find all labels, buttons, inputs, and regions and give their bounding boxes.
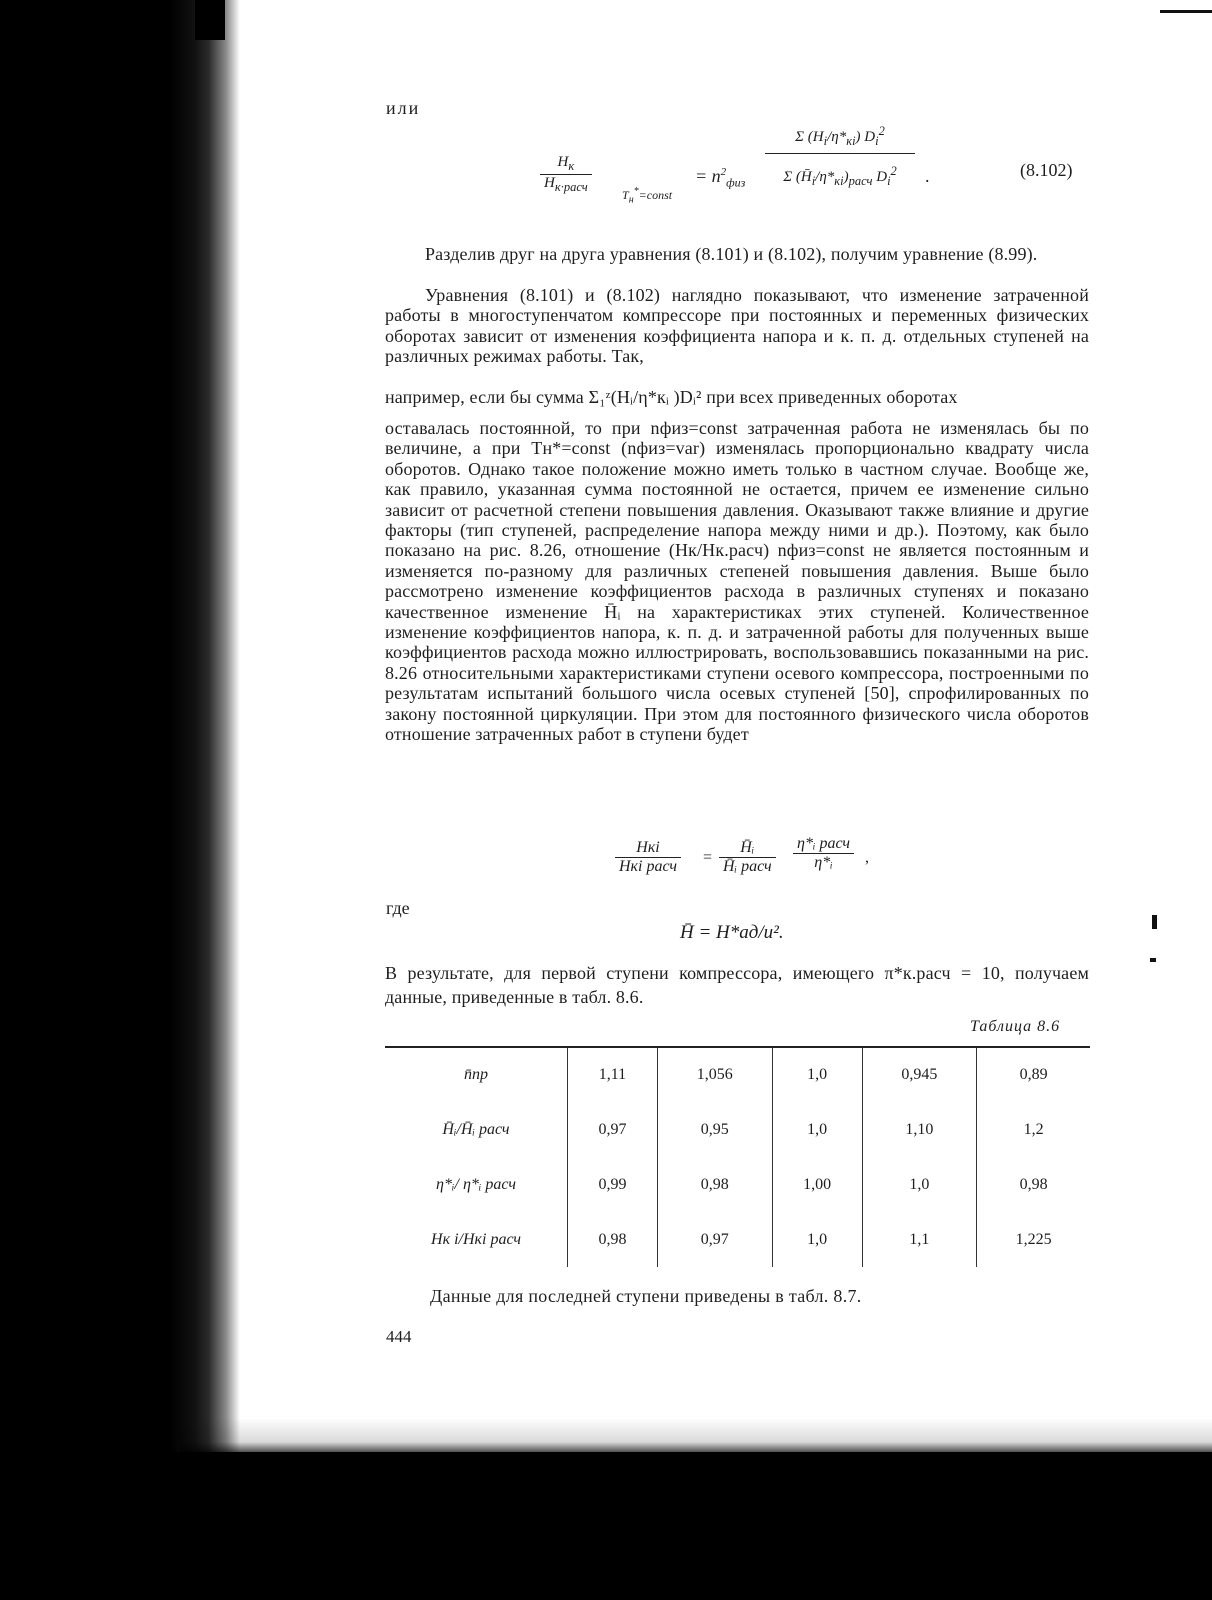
table-cell: 0,99 <box>568 1157 658 1212</box>
paragraph-1: Разделив друг на друга уравнения (8.101) и (8.102), получим уравнение (8.99). <box>425 244 1038 264</box>
scan-dark-corner <box>195 0 225 40</box>
formula-8-102-mid: = $n^2_{физ}$ <box>695 166 746 190</box>
table-caption: Таблица 8.6 <box>970 1018 1061 1035</box>
table-cell: 1,056 <box>657 1047 772 1102</box>
table-row <box>385 1102 1090 1157</box>
table-cell: 1,0 <box>772 1047 862 1102</box>
word-ili: или <box>386 98 421 118</box>
formula-8-102-lhs: $H_к$ $H_{к\cdot расч}$ <box>540 154 592 195</box>
table-row <box>385 1212 1090 1267</box>
scan-shadow-left <box>170 0 240 1460</box>
table-cell: 1,11 <box>568 1047 658 1102</box>
table-cell: 1,00 <box>772 1157 862 1212</box>
table-cell: 0,97 <box>657 1212 772 1267</box>
data-table-body <box>385 1047 1090 1267</box>
formula-work-ratio-rhs: η*ᵢ расч η*ᵢ <box>793 835 854 872</box>
formula-8-102-lhs-sub: $T_н^*=const$ <box>622 186 673 206</box>
paragraph-4: оставалась постоянной, то при nфиз=const затраченная работа не изменялась бы по величине, а при Tн*=const (nфиз=var) изменялась пропорционально квадрату числа оборотов. Однако такое положение можно иметь только в частном случае. Вообще же, как правило, указанная сумма постоянной не остается, причем ее изменение сильно зависит от расчетной степени повышения давления. Оказывают также влияние и другие факторы (тип ступеней, распределение напора между ними и др.). Поэтому, как было показано на рис. 8.26, отношение (Hк/Hк.расч) nфиз=const не является постоянным и изменяется по-разному для различных степеней повышения давления. Выше было рассмотрено изменение коэффициентов расхода в различных ступенях и показано качественное изменение H̄ᵢ на характеристиках этих ступеней. Количественное изменение коэффициентов напора, к. п. д. и затраченной работы для полученных выше коэффициентов расхода можно иллюстрировать, воспользовавшись показанными на рис. 8.26 относительными характеристиками ступени осевого компрессора, построенными по результатам испытаний большого числа осевых ступеней [50], спрофилированных по закону постоянной циркуляции. При этом для постоянного физического числа оборотов отношение затраченных работ в ступени будет <box>385 418 1089 745</box>
table-row-label: η*ᵢ/ η*ᵢ расч <box>436 1175 516 1193</box>
table-row-label: H̄ᵢ/H̄ᵢ расч <box>442 1120 510 1138</box>
table-cell: 1,10 <box>862 1102 977 1157</box>
page-number: 444 <box>386 1327 412 1346</box>
formula-8-102-period: . <box>925 166 930 186</box>
formula-h-bar: H̄ = H*ад/u². <box>680 922 784 943</box>
table-cell: 1,0 <box>772 1212 862 1267</box>
table-row <box>385 1157 1090 1212</box>
scan-mark-right-1 <box>1152 915 1157 929</box>
scan-dark-margin-bottom <box>0 1452 1212 1600</box>
table-cell: 0,98 <box>568 1212 658 1267</box>
table-cell: 0,945 <box>862 1047 977 1102</box>
paragraph-5: В результате, для первой ступени компрессора, имеющего π*к.расч = 10, получаем данные, приведенные в табл. 8.6. <box>385 963 1089 1007</box>
table-row-label: Hк i/Hкi расч <box>431 1230 521 1248</box>
table-cell: 1,0 <box>772 1102 862 1157</box>
formula-work-ratio-mid: H̄ᵢ H̄ᵢ расч <box>719 839 776 876</box>
table-cell: 0,89 <box>977 1047 1090 1102</box>
paragraph-2: Уравнения (8.101) и (8.102) наглядно показывают, что изменение затраченной работы в многоступенчатом компрессоре при постоянных и переменных физических оборотах зависит от изменения коэффициента напора и к. п. д. отдельных ступеней на различных режимах работы. Так, <box>385 285 1089 367</box>
formula-work-ratio <box>615 835 875 895</box>
formula-work-ratio-lhs: Hкi Hкi расч <box>615 839 681 876</box>
paragraph-3-sum: например, если бы сумма Σ₁ᶻ(Hᵢ/η*кᵢ )Dᵢ² при всех приведенных оборотах <box>385 387 958 407</box>
table-cell: 0,97 <box>568 1102 658 1157</box>
table-row-label: n̄пр <box>464 1066 488 1083</box>
closing-line: Данные для последней ступени приведены в табл. 8.7. <box>430 1286 862 1306</box>
table-cell: 1,0 <box>862 1157 977 1212</box>
word-gde: где <box>386 898 410 918</box>
formula-work-ratio-comma: , <box>865 849 869 866</box>
table-row <box>385 1047 1090 1102</box>
formula-8-102 <box>540 122 940 232</box>
formula-work-ratio-equals: = <box>703 849 713 866</box>
table-cell: 0,98 <box>977 1157 1090 1212</box>
data-table-8-6 <box>385 1046 1090 1267</box>
table-cell: 0,95 <box>657 1102 772 1157</box>
table-cell: 1,225 <box>977 1212 1090 1267</box>
table-cell: 1,2 <box>977 1102 1090 1157</box>
table-cell: 1,1 <box>862 1212 977 1267</box>
formula-8-102-frac: Σ $(H_i/\eta*_{кi})$ $D_i^2$ Σ $(H̄_i/\eta*_{кi})_{расч}$ $D_i^2$ <box>765 124 915 189</box>
scan-mark-right-2 <box>1150 958 1156 962</box>
equation-number-8-102: (8.102) <box>1020 160 1073 180</box>
scan-mark-top-right <box>1160 10 1212 13</box>
table-cell: 0,98 <box>657 1157 772 1212</box>
